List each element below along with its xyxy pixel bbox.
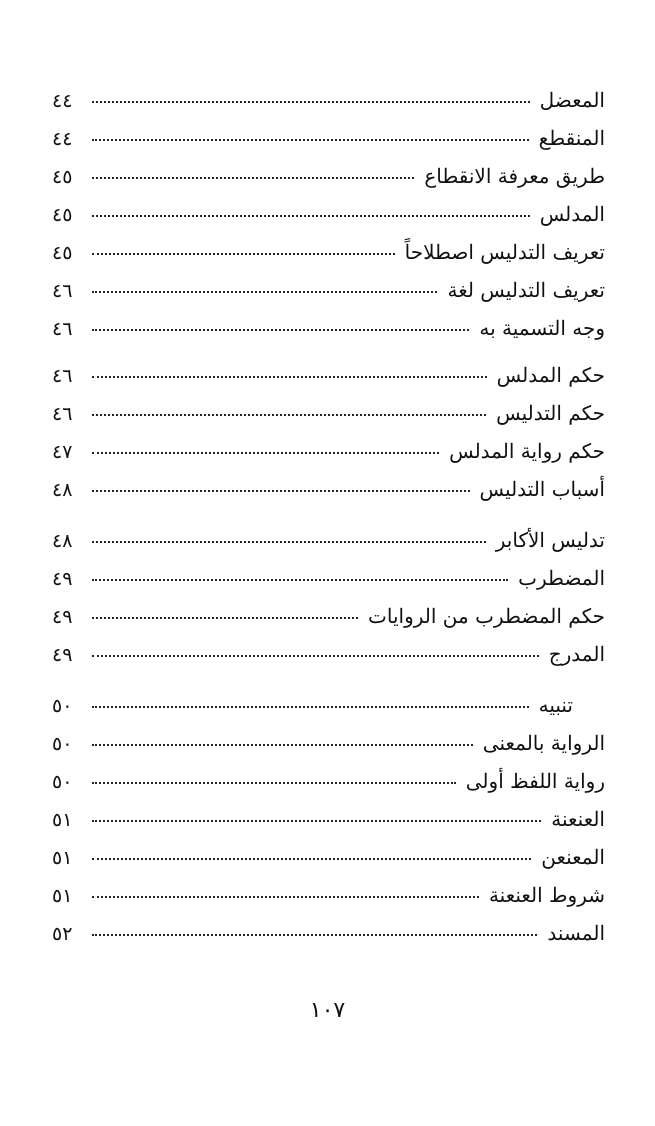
toc-entry-title: العنعنة bbox=[551, 807, 605, 831]
dot-leader bbox=[92, 253, 395, 255]
toc-row bbox=[52, 316, 605, 354]
toc-row bbox=[52, 126, 605, 164]
toc-entry-page: ٤٦ bbox=[52, 318, 73, 340]
toc-entry-title: حكم المدلس bbox=[496, 363, 605, 387]
toc-row bbox=[52, 845, 605, 883]
toc-entry-page: ٤٦ bbox=[52, 365, 73, 387]
toc-entry-page: ٤٥ bbox=[52, 166, 73, 188]
toc-entry-page: ٥٠ bbox=[52, 695, 73, 717]
toc-row bbox=[52, 693, 605, 731]
dot-leader bbox=[92, 329, 469, 331]
dot-leader bbox=[92, 617, 358, 619]
toc-entry-title: المعنعن bbox=[541, 845, 605, 869]
dot-leader bbox=[92, 934, 537, 936]
toc-row bbox=[52, 278, 605, 316]
toc-entry-title: حكم رواية المدلس bbox=[449, 439, 605, 463]
dot-leader bbox=[92, 414, 486, 416]
toc-entry-page: ٤٩ bbox=[52, 606, 73, 628]
toc-entry-page: ٤٥ bbox=[52, 204, 73, 226]
toc-entry-page: ٤٤ bbox=[52, 90, 73, 112]
toc-entry-page: ٤٧ bbox=[52, 441, 73, 463]
toc-entry-page: ٥٢ bbox=[52, 923, 73, 945]
dot-leader bbox=[92, 744, 473, 746]
toc-row bbox=[52, 883, 605, 921]
toc-entry-title: حكم المضطرب من الروايات bbox=[368, 604, 605, 628]
toc-entry-title: حكم التدليس bbox=[496, 401, 605, 425]
toc-entry-page: ٥١ bbox=[52, 809, 73, 831]
dot-leader bbox=[92, 452, 439, 454]
toc-row bbox=[52, 477, 605, 515]
toc-entry-title: المدرج bbox=[548, 642, 605, 666]
toc-row bbox=[52, 528, 605, 566]
toc-entry-title: تعريف التدليس اصطلاحاً bbox=[404, 240, 605, 264]
toc-row bbox=[52, 401, 605, 439]
toc-entry-title: شروط العنعنة bbox=[488, 883, 605, 907]
toc-row bbox=[52, 202, 605, 240]
toc-entry-title: وجه التسمية به bbox=[479, 316, 605, 340]
toc-entry-page: ٥١ bbox=[52, 885, 73, 907]
dot-leader bbox=[92, 782, 456, 784]
toc-entry-page: ٤٦ bbox=[52, 403, 73, 425]
toc-row bbox=[52, 642, 605, 680]
toc-entry-title: أسباب التدليس bbox=[479, 477, 605, 501]
toc-entry-title: رواية اللفظ أولى bbox=[465, 769, 605, 793]
toc-entry-title: المضطرب bbox=[518, 566, 605, 590]
dot-leader bbox=[92, 490, 470, 492]
dot-leader bbox=[92, 376, 487, 378]
toc-row bbox=[52, 164, 605, 202]
toc-entry-title: تنبيه bbox=[538, 693, 573, 717]
toc-entry-title: المنقطع bbox=[538, 126, 605, 150]
toc-entry-page: ٤٦ bbox=[52, 280, 73, 302]
dot-leader bbox=[92, 896, 479, 898]
toc-row bbox=[52, 88, 605, 126]
toc-entry-page: ٥٠ bbox=[52, 733, 73, 755]
toc-entry-page: ٥١ bbox=[52, 847, 73, 869]
toc-row bbox=[52, 769, 605, 807]
dot-leader bbox=[92, 858, 531, 860]
toc-row bbox=[52, 363, 605, 401]
page-number: ١٠٧ bbox=[309, 998, 346, 1023]
dot-leader bbox=[92, 579, 508, 581]
toc-entry-title: تعريف التدليس لغة bbox=[447, 278, 605, 302]
dot-leader bbox=[92, 820, 541, 822]
toc-row bbox=[52, 439, 605, 477]
toc-row bbox=[52, 240, 605, 278]
toc-row bbox=[52, 921, 605, 959]
toc-entry-title: المدلس bbox=[539, 202, 605, 226]
toc-entry-title: الرواية بالمعنى bbox=[482, 731, 605, 755]
toc-entry-title: المسند bbox=[547, 921, 605, 945]
dot-leader bbox=[92, 541, 486, 543]
toc-entry-page: ٤٤ bbox=[52, 128, 73, 150]
table-of-contents bbox=[52, 88, 605, 959]
toc-entry-page: ٤٨ bbox=[52, 479, 73, 501]
toc-entry-page: ٤٨ bbox=[52, 530, 73, 552]
toc-row bbox=[52, 807, 605, 845]
toc-entry-title: طريق معرفة الانقطاع bbox=[424, 164, 605, 188]
toc-entry-page: ٤٩ bbox=[52, 568, 73, 590]
toc-row bbox=[52, 731, 605, 769]
toc-entry-page: ٤٥ bbox=[52, 242, 73, 264]
dot-leader bbox=[92, 706, 529, 708]
dot-leader bbox=[92, 291, 437, 293]
toc-row bbox=[52, 566, 605, 604]
dot-leader bbox=[92, 139, 529, 141]
dot-leader bbox=[92, 215, 530, 217]
dot-leader bbox=[92, 655, 539, 657]
toc-entry-title: تدليس الأكابر bbox=[495, 528, 605, 552]
toc-entry-page: ٤٩ bbox=[52, 644, 73, 666]
toc-entry-title: المعضل bbox=[539, 88, 605, 112]
toc-row bbox=[52, 604, 605, 642]
dot-leader bbox=[92, 101, 530, 103]
toc-entry-page: ٥٠ bbox=[52, 771, 73, 793]
dot-leader bbox=[92, 177, 414, 179]
